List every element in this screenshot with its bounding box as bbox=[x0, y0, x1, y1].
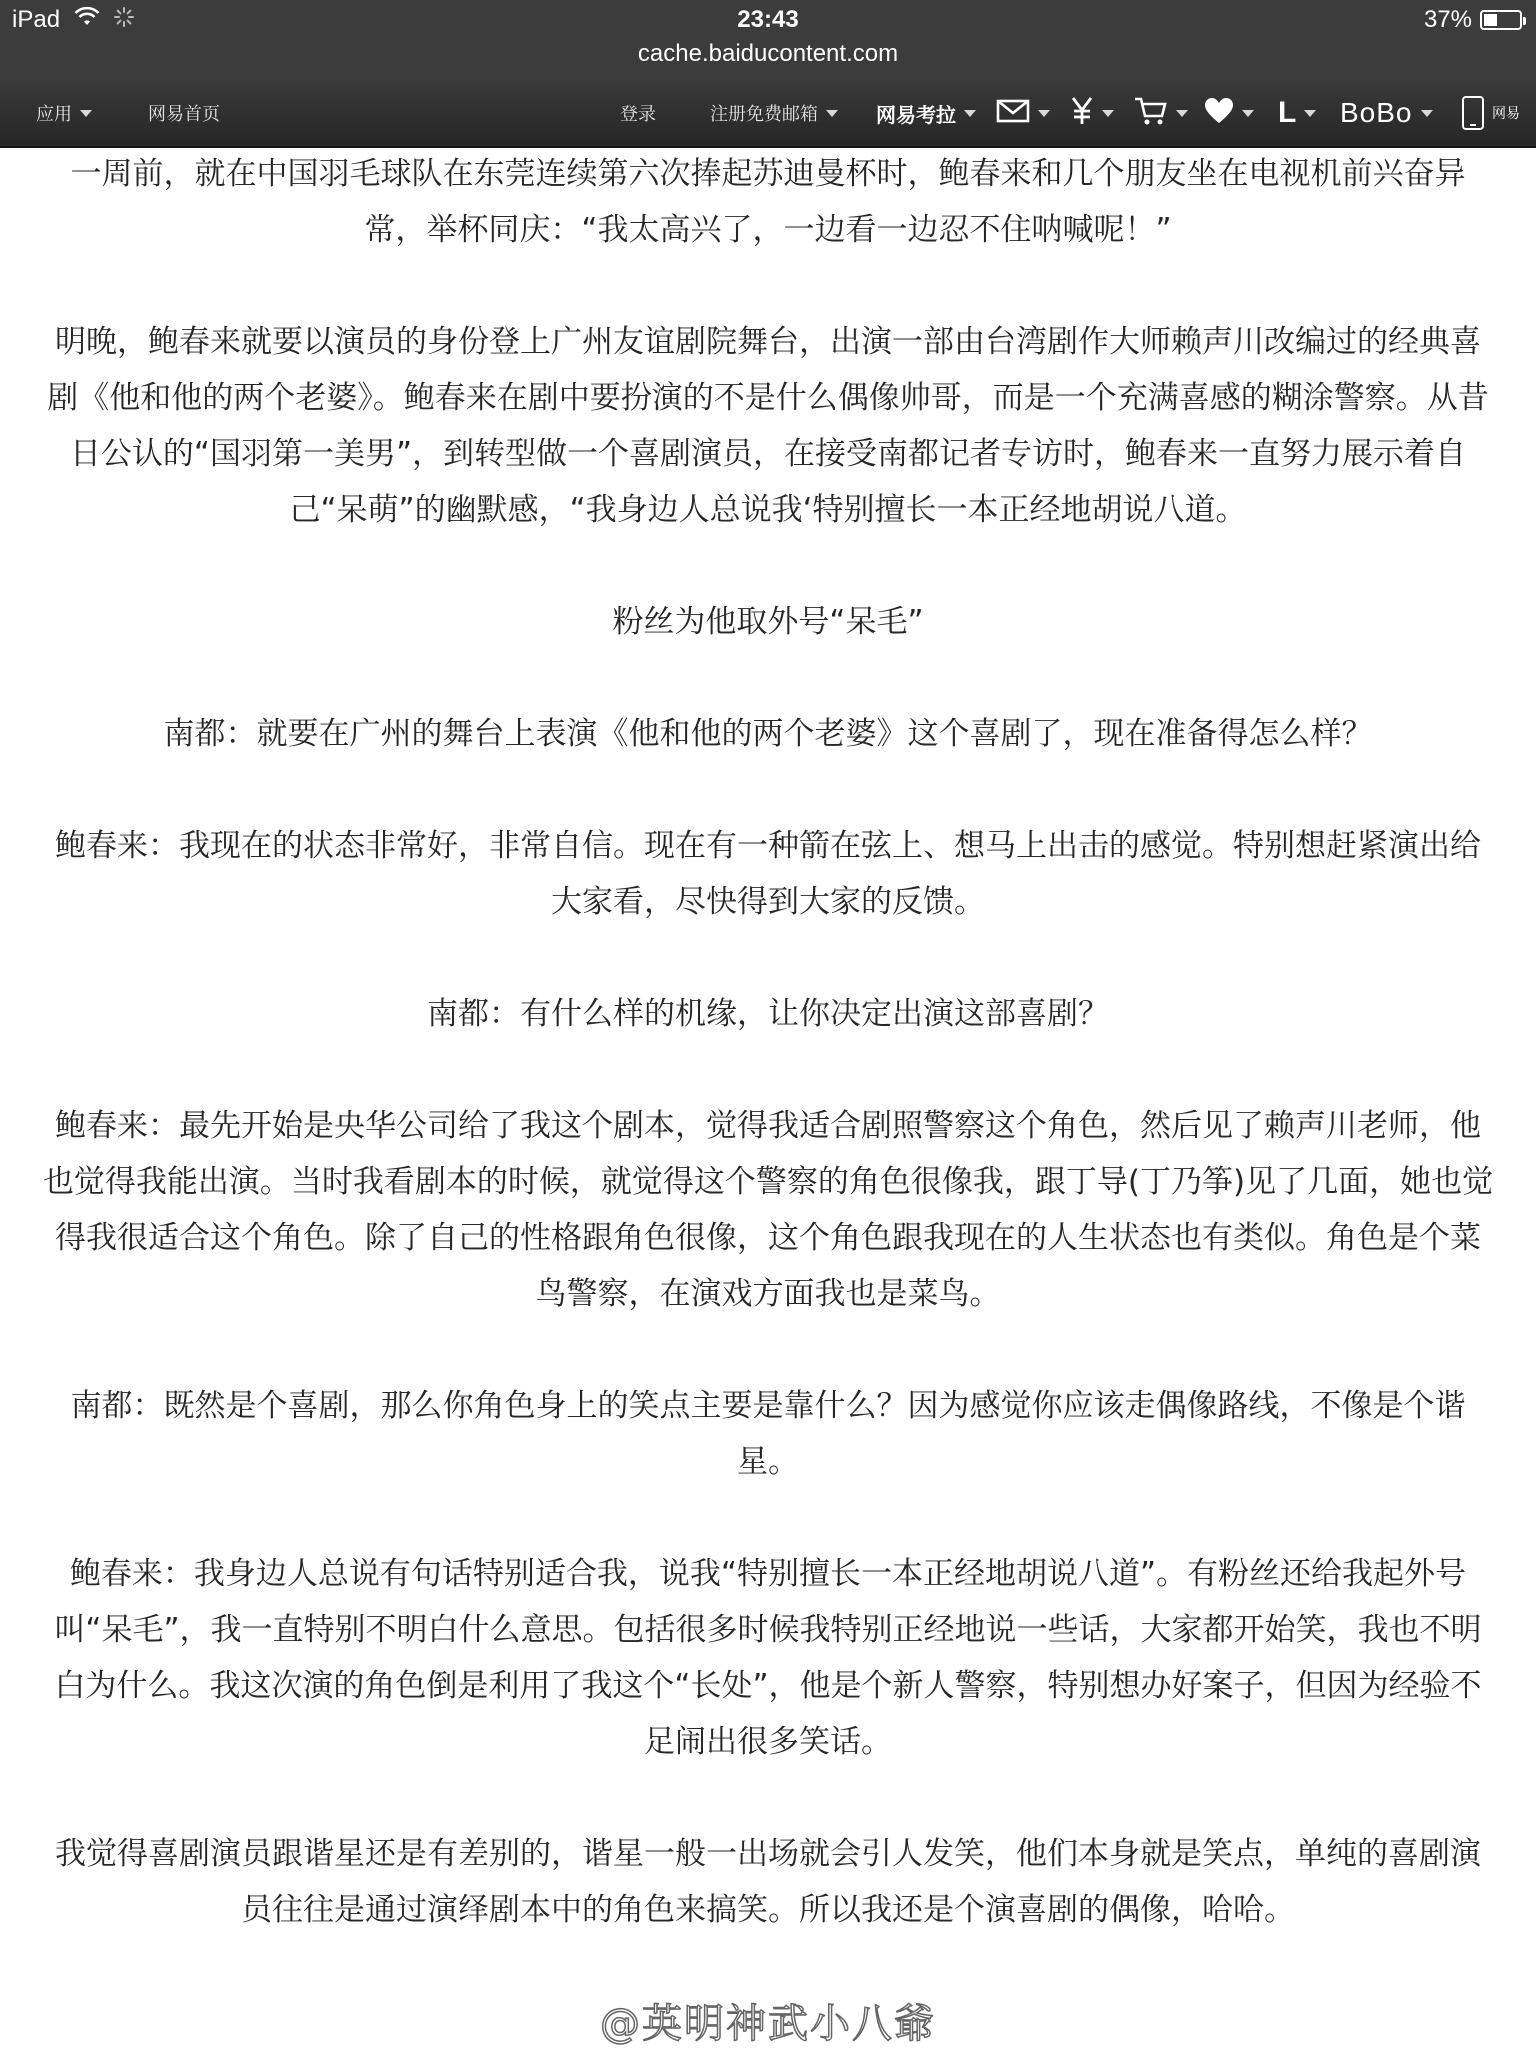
address-url[interactable]: cache.baiducontent.com bbox=[637, 40, 899, 67]
nav-apps-menu[interactable] bbox=[36, 80, 92, 146]
chevron-down-icon bbox=[964, 110, 976, 117]
battery-percent: 37% bbox=[1423, 6, 1472, 33]
article-paragraph: 鲍春来：我身边人总说有句话特别适合我，说我“特别擅长一本正经地胡说八道”。有粉丝还给我起外号叫“呆毛”，我一直特别不明白什么意思。包括很多时候我特别正经地说一些话，大家都开始笑，我也不明白为什么。我这次演的角色倒是利用了我这个“长处”，他是个新人警察，特别想办好案子，但因为经验不足闹出很多笑话。 bbox=[54, 1556, 1482, 1760]
nav-cart-menu[interactable] bbox=[1134, 80, 1188, 146]
nav-login-label: 登录 bbox=[620, 104, 656, 125]
status-time: 23:43 bbox=[737, 6, 799, 33]
article-paragraph: 明晚，鲍春来就要以演员的身份登上广州友谊剧院舞台，出演一部由台湾剧作大师赖声川改编过的经典喜剧《他和他的两个老婆》。鲍春来在剧中要扮演的不是什么偶像帅哥，而是一个充满喜感的糊涂警察。从昔日公认的“国羽第一美男”，到转型做一个喜剧演员，在接受南都记者专访时，鲍春来一直努力展示着自己“呆萌”的幽默感，“我身边人总说我‘特别擅长一本正经地胡说八道。 bbox=[47, 324, 1489, 528]
watermark-text: @英明神武小八爺 bbox=[600, 2001, 936, 2047]
nav-register-menu[interactable] bbox=[710, 80, 838, 146]
article-paragraph: 南都：就要在广州的舞台上表演《他和他的两个老婆》这个喜剧了，现在准备得怎么样？ bbox=[163, 716, 1373, 752]
mail-icon bbox=[996, 98, 1030, 129]
chevron-down-icon bbox=[1421, 110, 1433, 117]
nav-mobile-link[interactable] bbox=[1462, 80, 1520, 146]
article-paragraph: 南都：有什么样的机缘，让你决定出演这部喜剧？ bbox=[427, 996, 1109, 1032]
phone-icon bbox=[1462, 96, 1484, 130]
chevron-down-icon bbox=[1304, 110, 1316, 117]
article-paragraph: 一周前，就在中国羽毛球队在东莞连续第六次捧起苏迪曼杯时，鲍春来和几个朋友坐在电视机前兴奋异常，举杯同庆：“我太高兴了，一边看一边忍不住呐喊呢！” bbox=[70, 156, 1466, 248]
yen-icon bbox=[1070, 96, 1094, 131]
nav-lofter-menu[interactable] bbox=[1278, 80, 1316, 146]
nav-login-link[interactable] bbox=[620, 80, 656, 146]
nav-kaola-label: 网易考拉 bbox=[876, 102, 956, 127]
chevron-down-icon bbox=[1176, 110, 1188, 117]
nav-favorites-menu[interactable] bbox=[1204, 80, 1254, 146]
article-paragraph: 南都：既然是个喜剧，那么你角色身上的笑点主要是靠什么？因为感觉你应该走偶像路线，不像是个谐星。 bbox=[70, 1388, 1466, 1480]
site-nav-bar bbox=[0, 80, 1536, 148]
device-name: iPad bbox=[12, 6, 61, 33]
article-paragraph: 鲍春来：最先开始是央华公司给了我这个剧本，觉得我适合剧照警察这个角色，然后见了赖声川老师，他也觉得我能出演。当时我看剧本的时候，就觉得这个警察的角色很像我，跟丁导(丁乃筝)见了几面，她也觉得我很适合这个角色。除了自己的性格跟角色很像，这个角色跟我现在的人生状态也有类似。角色是个菜鸟警察，在演戏方面我也是菜鸟。 bbox=[42, 1108, 1494, 1312]
nav-home-label: 网易首页 bbox=[148, 104, 220, 125]
battery-icon bbox=[1480, 10, 1522, 30]
battery-level-fill bbox=[1484, 14, 1497, 26]
article-body bbox=[40, 146, 1496, 1994]
status-right bbox=[1424, 6, 1522, 34]
nav-bobo-label: BoBo bbox=[1340, 97, 1413, 128]
nav-yen-menu[interactable] bbox=[1070, 80, 1114, 146]
article-paragraph: 我觉得喜剧演员跟谐星还是有差别的，谐星一般一出场就会引人发笑，他们本身就是笑点，单纯的喜剧演员往往是通过演绎剧本中的角色来搞笑。所以我还是个演喜剧的偶像，哈哈。 bbox=[55, 1836, 1481, 1928]
nav-bobo-menu[interactable] bbox=[1340, 80, 1433, 146]
nav-lofter-label: L bbox=[1278, 96, 1297, 129]
heart-icon bbox=[1204, 97, 1234, 130]
status-bar bbox=[0, 0, 1536, 40]
nav-kaola-menu[interactable] bbox=[876, 80, 976, 146]
nav-mobile-label: 网易 bbox=[1492, 106, 1520, 122]
chevron-down-icon bbox=[80, 110, 92, 117]
chevron-down-icon bbox=[1038, 110, 1050, 117]
nav-home-link[interactable] bbox=[148, 80, 220, 146]
nav-mail-menu[interactable] bbox=[996, 80, 1050, 146]
article-paragraph: 鲍春来：我现在的状态非常好，非常自信。现在有一种箭在弦上、想马上出击的感觉。特别想赶紧演出给大家看，尽快得到大家的反馈。 bbox=[55, 828, 1481, 920]
nav-register-label: 注册免费邮箱 bbox=[710, 104, 818, 125]
chevron-down-icon bbox=[1102, 110, 1114, 117]
nav-apps-label: 应用 bbox=[36, 104, 72, 125]
browser-top-chrome bbox=[0, 0, 1536, 80]
article-subheading: 粉丝为他取外号“呆毛” bbox=[612, 604, 924, 640]
chevron-down-icon bbox=[1242, 110, 1254, 117]
chevron-down-icon bbox=[826, 110, 838, 117]
cart-icon bbox=[1134, 96, 1168, 131]
